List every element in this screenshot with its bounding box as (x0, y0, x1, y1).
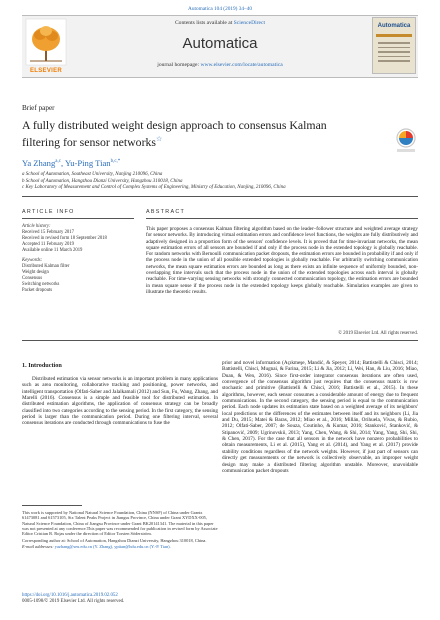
affiliation-item: b School of Automation, Hangzhou Dianzi University, Hangzhou 310018, China (22, 178, 183, 184)
title-footnote-mark[interactable]: ☆ (156, 135, 163, 143)
author-name[interactable]: Yu-Ping Tian (64, 158, 111, 168)
abstract-heading: ABSTRACT (146, 209, 186, 215)
email-footnote (22, 544, 218, 549)
crossmark-icon[interactable] (394, 128, 418, 154)
paper-type: Brief paper (22, 104, 55, 112)
email-label: E-mail addresses: (22, 543, 54, 549)
publisher-logo-text: ELSEVIER (29, 68, 63, 74)
history-item: Received 15 February 2017 (22, 230, 74, 235)
contents-available-line (95, 20, 345, 26)
cover-lines (378, 42, 410, 65)
affiliation-item: c Key Laboratory of Measurement and Control of Complex Systems of Engineering, Ministry of Education, Nanjing, 210096, China (22, 185, 286, 191)
email-addresses[interactable]: yazhang@seu.edu.cn (Y. Zhang), yptian@hdu.edu.cn (Y.-P. Tian). (54, 543, 171, 549)
author-name[interactable]: Ya Zhang (22, 158, 56, 168)
affiliation-item: a School of Automation, Southeast University, Nanjing 210096, China (22, 172, 163, 177)
divider (22, 340, 418, 341)
history-item: Accepted 11 February 2019 (22, 242, 75, 247)
intro-left-column: Distributed estimation via sensor networks is an important problem in many applications such as area monitoring, collaborative tracking and positioning, power networks, and intelligent transportation (Olfati-Saber and Jalalkamali (2012) and Sun, Fu, Wang, Zhang, and Marelli (2016). Consensus is a simple and feasible tool for distributed estimation. In distributed estimation algorithms, the application of consensus strategy can be broadly classified into two categories according to the sensing period. In the first category, the sensing period is larger than the communication period. During one filtering interval, several consensus iterations are conducted through communications to fuse the (22, 376, 218, 427)
abstract-copyright: © 2019 Elsevier Ltd. All rights reserved. (338, 331, 418, 336)
author-list: Ya Zhang$^{a,c}$, Yu-Ping Tian$^{b,c,*}$ (22, 158, 121, 168)
section-heading-introduction: 1. Introduction (22, 362, 62, 369)
doi-link[interactable]: https://doi.org/10.1016/j.automatica.2019.02.052 (22, 593, 118, 598)
keyword-item: Packet dropouts (22, 288, 53, 293)
sciencedirect-link[interactable]: ScienceDirect (233, 20, 266, 26)
keyword-item: Consensus (22, 276, 43, 281)
cover-band (376, 34, 412, 37)
corresponding-author-footnote: Corresponding author at: School of Automation, Hangzhou Dianzi University, Hangzhou 310018, China. (22, 538, 207, 544)
journal-homepage-link[interactable]: www.elsevier.com/locate/automatica (200, 62, 283, 68)
article-info-heading: ARTICLE INFO (22, 209, 75, 215)
cover-title: Automatica (377, 23, 411, 29)
divider (22, 196, 418, 197)
paper-title (22, 118, 362, 149)
keyword-item: Switching networks (22, 282, 60, 287)
author-affil-mark: a,c (55, 159, 61, 165)
divider (146, 218, 418, 219)
divider (22, 218, 134, 219)
keywords-label: Keywords: (22, 258, 43, 263)
journal-title: Automatica (182, 35, 258, 52)
journal-cover-thumbnail[interactable] (372, 17, 416, 74)
elsevier-tree-logo-icon (24, 17, 68, 72)
history-item: Received in revised form 18 September 2018 (22, 236, 107, 241)
journal-homepage-line (95, 62, 345, 68)
homepage-prefix: journal homepage: (157, 62, 201, 68)
page-footer (22, 593, 124, 605)
funding-footnote: This work is supported by National Natural Science Foundation, China (NNSF) of China under Grants 61473081 and 61573105, Six Talent Peaks Project in Jiangsu Province, China under Grant XYDXX-005, Natural Science Foundation, China of Jiangsu Province under Grant BK20141341. The material in this paper was not presented at any conference.This paper was recommended for publication in revised form by Associate Editor Cristian R. Rojas under the direction of Editor Torsten Söderström. (22, 510, 218, 537)
affiliations (22, 172, 418, 192)
author-affil-mark: b,c,* (110, 159, 121, 165)
contents-prefix: Contents lists available at (174, 20, 234, 26)
intro-right-column: prior and novel information (Açıkmeşe, Mandić, & Speyer, 2014; Battistelli & Chisci, 2014; Battistelli, Chisci, Mugnai, & Farina, 2015; Li & Jia, 2012; Li, Wei, Han, & Liu, 2016; Miao, Duan, & Wen, 2016). Since first-order integrator consensus iterations are often used, convergence of the consensus algorithm just requires that the consensus matrix is row stochastic and primitive (Battistelli & Chisci, 2016; Battistelli et al., 2015). In these algorithms, however, each sensor consumes a considerable amount of energy due to frequent communications. In the second category, the sensing period is equal to the communication period. Each node updates its estimation state based on a weighted average of its neighbors' local predictions or the differences of the estimates between itself and its neighbors (Li, Jia and Du, 2015; Matei & Baras, 2012; Miao et al., 2016; Millán, Orihuela, Vivas, & Rubio, 2012; Olfati-Saber, 2007; de Souza, Coutinho, & Kumar, 2016; Stanković, Stanković, & Stipanović, 2009; Ugrinovskii, 2013; Yang, Chen, Wang, & Shi, 2014; Yang, Yang, Shi, Shi, & Chen, 2017). For the case that all sensors in the network have nonzero probabilities to obtain measurements, Li et al. (2015), Yang et al. (2014), and Yang et al. (2017) provide stability conditions regardless of the network weights. However, if just part of sensors can directly get measurements or the network is collectively observable, an improper weight design may make a distributed filtering algorithm unstable. Moreover, unavoidable communication packet dropouts (222, 360, 418, 474)
issn-line: 0005-1098/© 2019 Elsevier Ltd. All rights reserved. (22, 599, 125, 604)
paper-title-text: A fully distributed weight design approach to consensus Kalman filtering for sensor networks (22, 118, 327, 149)
history-item: Available online 11 March 2019 (22, 248, 83, 253)
footnotes (22, 510, 218, 549)
article-info (22, 224, 137, 294)
abstract-text: This paper proposes a consensus Kalman filtering algorithm based on the leader–follower structure and weighted average strategy for sensor networks. By introducing virtual estimation errors and confidence level functions, the weights are fully distributively and adaptively designed in a proportion form of the sensors' confidence levels. It is proved that for time-invariant networks, the mean square estimation errors of all sensors are bounded if and only if the process node in the extended topology is globally reachable. For random networks with Bernoulli communication packet dropouts, the estimation errors are bounded in probability if and only if the process node in the union of all possible extended topologies is globally reachable. For arbitrarily switching communication networks, the mean square estimation errors are bounded as long as there exists an infinite sequence of uniformly bounded, non-overlapping time intervals such that the process node in the union of the extended topologies across each interval is globally reachable. For time-varying sensing networks with strongly connected communication topology, the estimation errors are bounded in mean square sense if the process node in the extended topology keeps globally reachable. Simulation examples are given to illustrate the theoretic results. (146, 226, 418, 295)
footnote-divider (22, 505, 82, 506)
journal-reference[interactable]: Automatica 104 (2019) 34–40 (188, 6, 252, 12)
keyword-item: Weight design (22, 270, 49, 275)
history-label: Article history: (22, 224, 51, 229)
keyword-item: Distributed Kalman filter (22, 264, 70, 269)
